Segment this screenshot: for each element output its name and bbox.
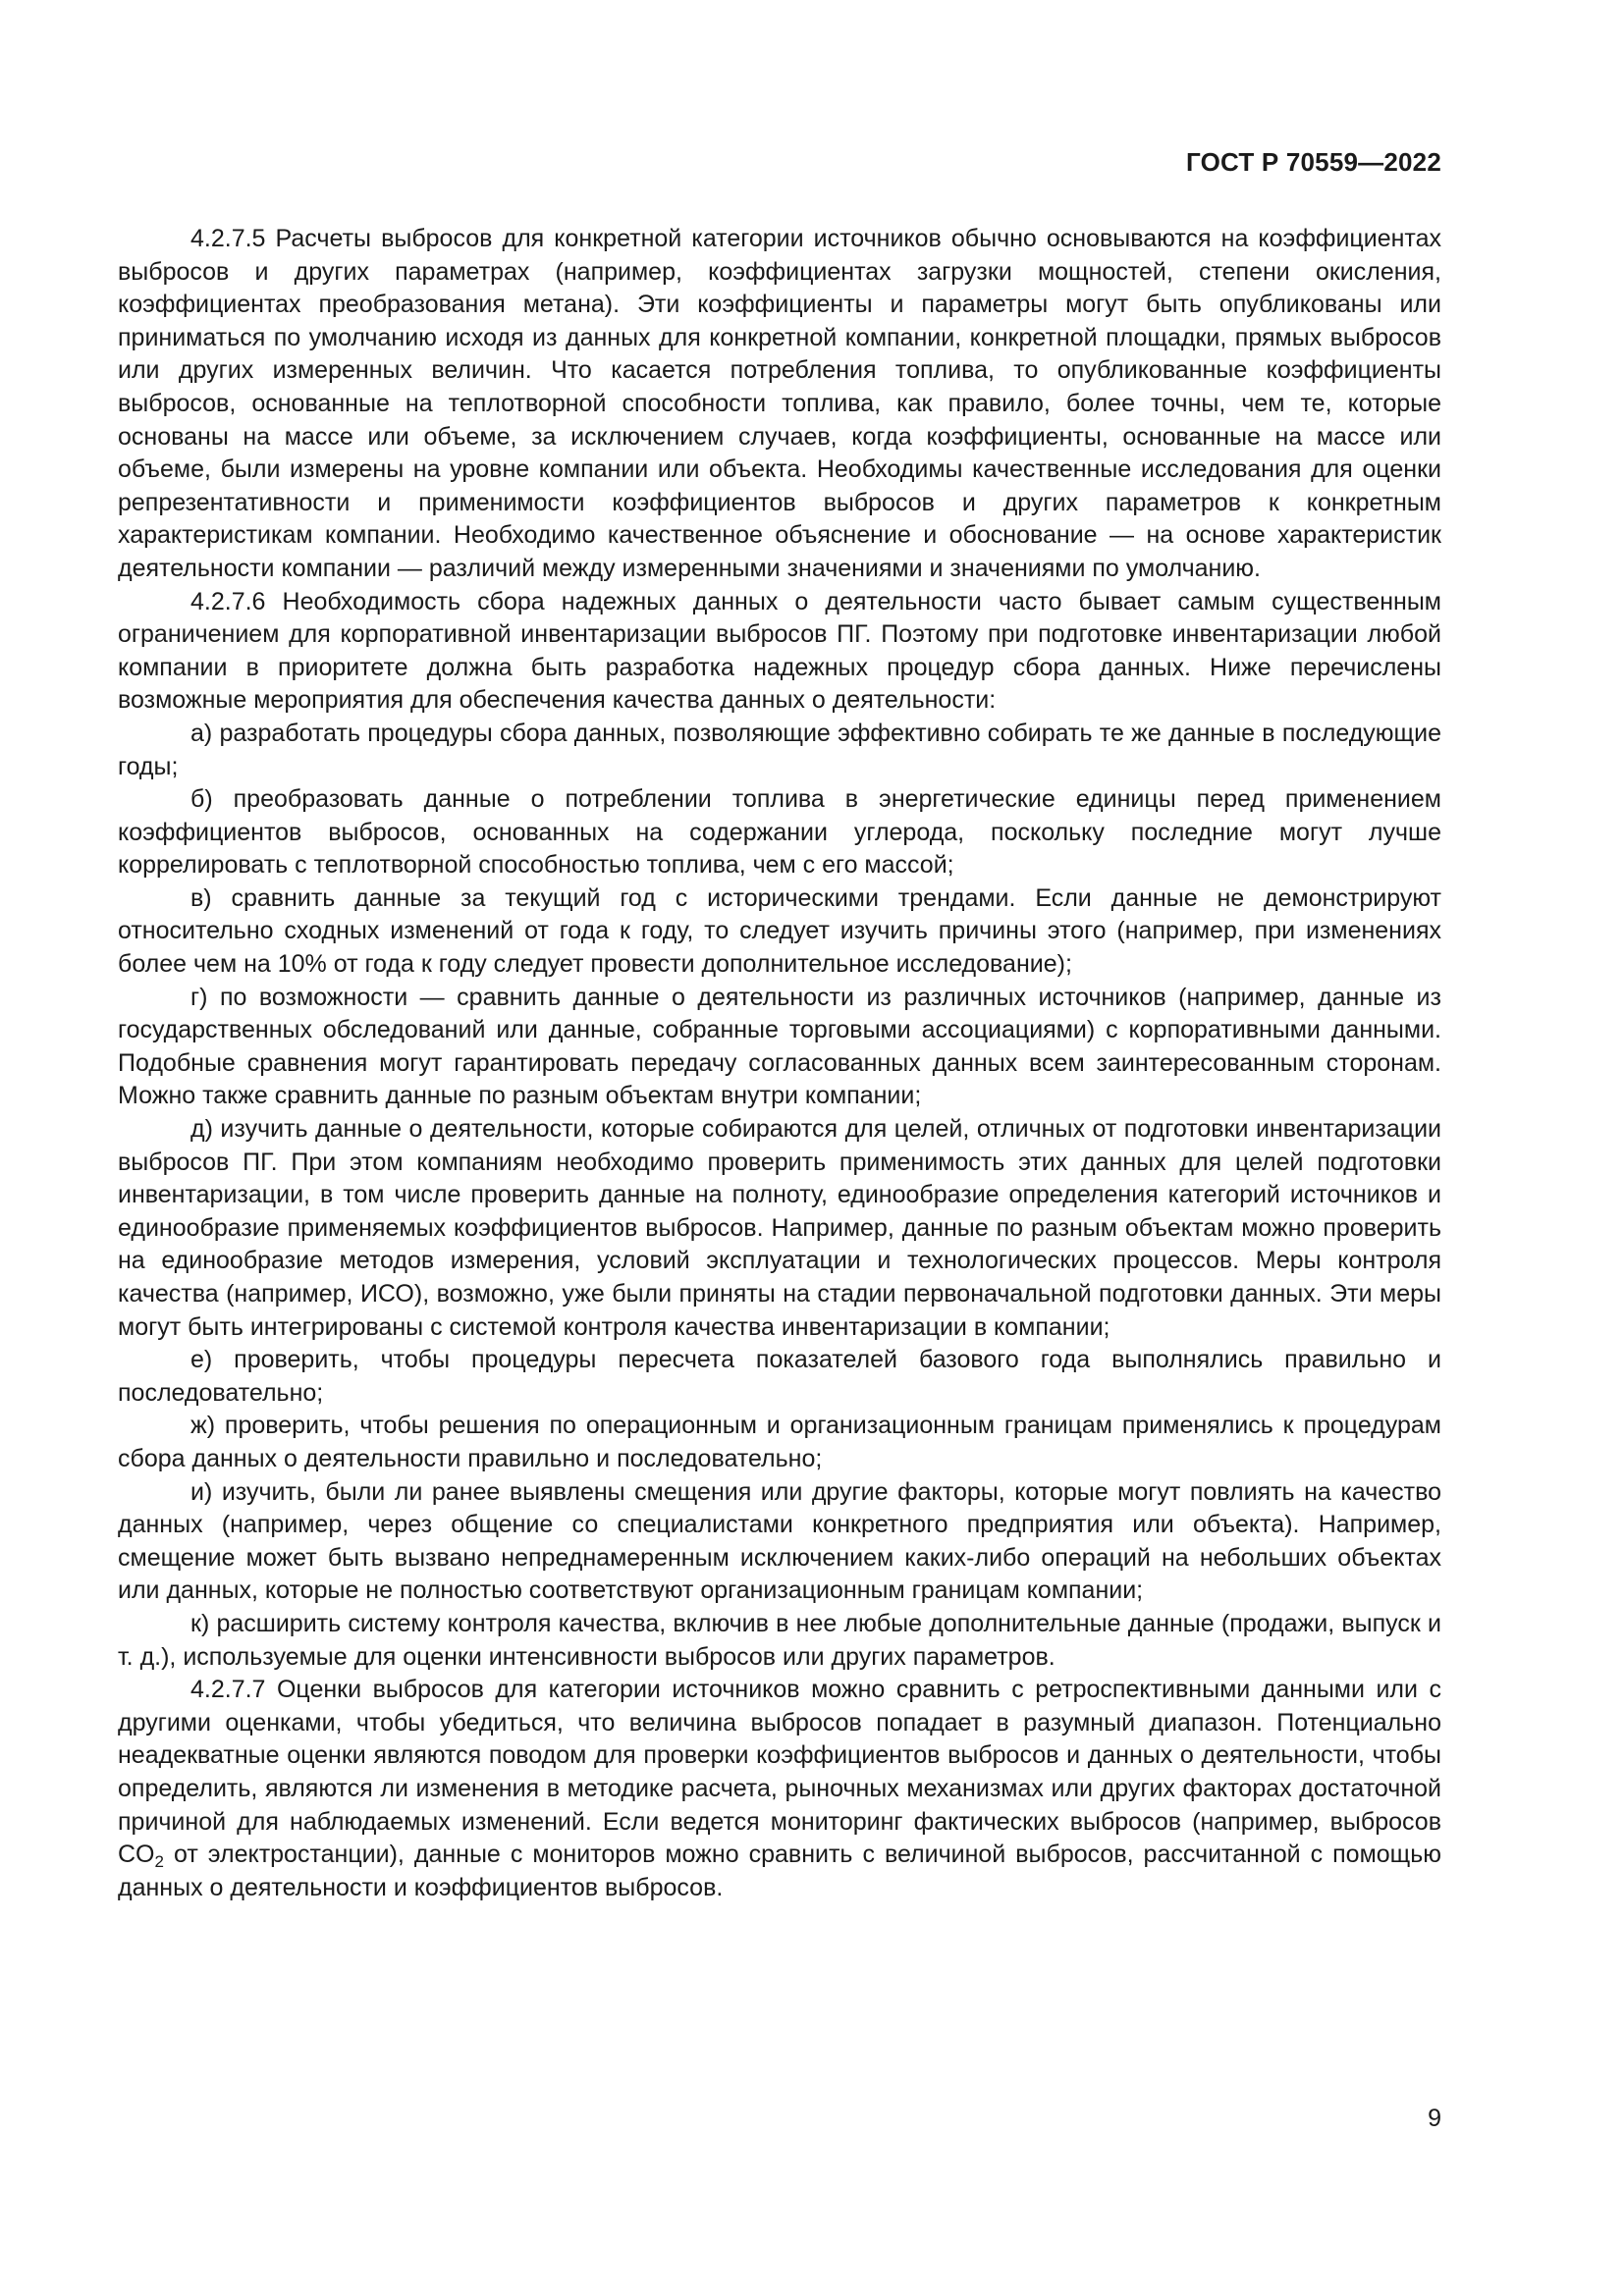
co2-formula-main: CO <box>118 1841 155 1869</box>
list-item-i: и) изучить, были ли ранее выявлены смещения или другие факторы, которые могут повлиять на качество данных (например, через общение со специалистами конкретного предприятия или объекта). Например, смещение может быть вызвано непреднамеренным исключением каких-либо операций на небольших объектах или данных, которые не полностью соответствуют организационным границам компании; <box>118 1477 1441 1605</box>
paragraph-4-2-7-7 <box>118 1674 1441 1904</box>
list-item-v: в) сравнить данные за текущий год с историческими трендами. Если данные не демонстрируют относительно сходных изменений от года к году, то следует изучить причины этого (например, при изменениях более чем на 10% от года к году следует провести дополнительное исследование); <box>118 883 1441 979</box>
list-item-a: а) разработать процедуры сбора данных, позволяющие эффективно собирать те же данные в последующие годы; <box>118 719 1441 780</box>
list-item-e: е) проверить, чтобы процедуры пересчета показателей базового года выполнялись правильно и последовательно; <box>118 1346 1441 1407</box>
list-item-g: г) по возможности — сравнить данные о деятельности из различных источников (например, данные из государственных обследований или данные, собранные торговыми ассоциациями) с корпоративными данными. Подобные сравнения могут гарантировать передачу согласованных данных всем заинтересованным сторонам. Можно также сравнить данные по разным объектам внутри компании; <box>118 983 1441 1110</box>
list-item-b: б) преобразовать данные о потреблении топлива в энергетические единицы перед применением коэффициентов выбросов, основанных на содержании углерода, поскольку последние могут лучше коррелировать с теплотворной способностью топлива, чем с его массой; <box>118 785 1441 880</box>
paragraph-4-2-7-7-text-end: от электростанции), данные с мониторов можно сравнить с величиной выбросов, рассчитанной с помощью данных о деятельности и коэффициентов выбросов. <box>118 1841 1441 1901</box>
co2-formula <box>118 1841 164 1872</box>
page-number: 9 <box>1428 2105 1441 2132</box>
document-body <box>118 223 1441 1904</box>
list-item-d: д) изучить данные о деятельности, которые собираются для целей, отличных от подготовки инвентаризации выбросов ПГ. При этом компаниям необходимо проверить применимость этих данных для целей подготовки инвентаризации, в том числе проверить данные на полноту, единообразие определения категорий источников и единообразие применяемых коэффициентов выбросов. Например, данные по разным объектам можно проверить на единообразие методов измерения, условий эксплуатации и технологических процессов. Меры контроля качества (например, ИСО), возможно, уже были приняты на стадии первоначальной подготовки данных. Эти меры могут быть интегрированы с системой контроля качества инвентаризации в компании; <box>118 1115 1441 1341</box>
paragraph-4-2-7-7-text-start: 4.2.7.7 Оценки выбросов для категории источников можно сравнить с ретроспективными данными или с другими оценками, чтобы убедиться, что величина выбросов попадает в разумный диапазон. Потенциально неадекватные оценки являются поводом для проверки коэффициентов выбросов и данных о деятельности, чтобы определить, являются ли изменения в методике расчета, рыночных механизмах или других факторах достаточной причиной для наблюдаемых изменений. Если ведется мониторинг фактических выбросов (например, выбросов <box>118 1676 1441 1836</box>
list-item-zh: ж) проверить, чтобы решения по операционным и организационным границам применялись к процедурам сбора данных о деятельности правильно и последовательно; <box>118 1412 1441 1472</box>
co2-formula-subscript: 2 <box>154 1852 164 1872</box>
paragraph-4-2-7-5: 4.2.7.5 Расчеты выбросов для конкретной категории источников обычно основываются на коэффициентах выбросов и других параметрах (например, коэффициентах загрузки мощностей, степени окисления, коэффициентах преобразования метана). Эти коэффициенты и параметры могут быть опубликованы или приниматься по умолчанию исходя из данных для конкретной компании, конкретной площадки, прямых выбросов или других измеренных величин. Что касается потребления топлива, то опубликованные коэффициенты выбросов, основанные на теплотворной способности топлива, как правило, более точны, чем те, которые основаны на массе или объеме, за исключением случаев, когда коэффициенты, основанные на массе или объеме, были измерены на уровне компании или объекта. Необходимы качественные исследования для оценки репрезентативности и применимости коэффициентов выбросов и других параметров к конкретным характеристикам компании. Необходимо качественное объяснение и обоснование — на основе характеристик деятельности компании — различий между измеренными значениями и значениями по умолчанию. <box>118 225 1441 582</box>
list-item-k: к) расширить систему контроля качества, включив в нее любые дополнительные данные (продажи, выпуск и т. д.), используемые для оценки интенсивности выбросов или других параметров. <box>118 1609 1441 1671</box>
document-standard-code: ГОСТ Р 70559—2022 <box>1186 147 1441 177</box>
paragraph-4-2-7-6: 4.2.7.6 Необходимость сбора надежных данных о деятельности часто бывает самым существенным ограничением для корпоративной инвентаризации выбросов ПГ. Поэтому при подготовке инвентаризации любой компании в приоритете должна быть разработка надежных процедур сбора данных. Ниже перечислены возможные мероприятия для обеспечения качества данных о деятельности: <box>118 587 1441 715</box>
